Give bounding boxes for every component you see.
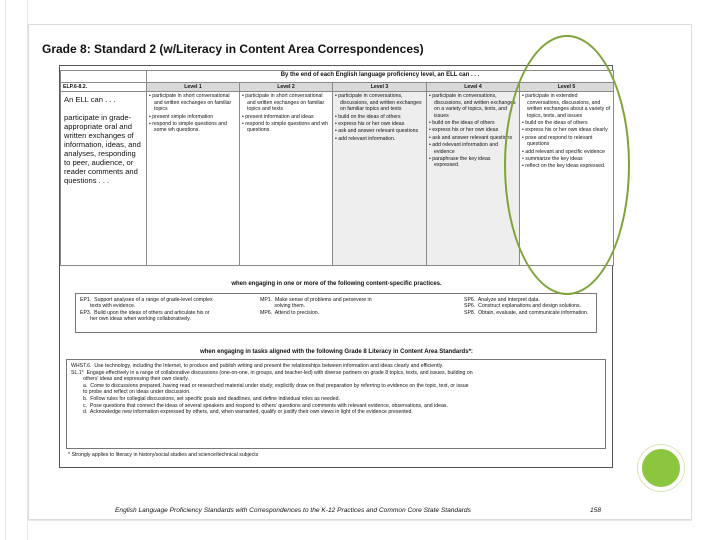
level-4-item: • participate in conversations, discussions, and written exchanges on a variety of topics, texts, and issues — [429, 93, 516, 119]
practices-box — [75, 293, 597, 333]
level-3-item: • ask and answer relevant questions — [335, 128, 419, 135]
standard-line: c. Pose questions that connect the ideas of several speakers and respond to others' questions and comments with relevant evidence, observations, and ideas. — [83, 402, 448, 409]
level-5-item: • participate in extended conversations, discussions, and written exchanges about a variety of topics, texts, and issues — [522, 93, 611, 119]
level-4-item: • add relevant information and evidence — [429, 142, 499, 155]
title-standard: Standard 2 (w/Literacy in Content Area Correspondences) — [94, 42, 424, 56]
footer-text: English Language Proficiency Standards with Correspondences to the K-12 Practices and Common Core State Standards — [115, 507, 471, 514]
practice-line: EP3. Build upon the ideas of others and articulate his or — [80, 309, 210, 316]
practice-line: solving them. — [260, 303, 305, 310]
level-header-3: Level 3 — [333, 83, 427, 92]
title-grade: Grade 8: — [42, 42, 91, 56]
can-description: An ELL can . . . participate in grade-appropriate oral and written exchanges of information, ideas, and analyses, responding to peer, audience, or reader comments and questions . . . — [61, 92, 147, 266]
practice-line: SP6. Analyze and interpret data. — [464, 297, 540, 303]
level-3-item: • express his or her own ideas — [335, 121, 405, 128]
level-4-item: • express his or her own ideas — [429, 127, 499, 134]
document-title — [42, 42, 424, 56]
level-header-4: Level 4 — [427, 83, 520, 92]
level-3-cell — [333, 92, 427, 266]
level-5-item: • reflect on the key ideas expressed. — [522, 163, 606, 170]
level-1-cell — [147, 92, 240, 266]
literacy-standards-box — [66, 359, 606, 449]
standard-line: others' ideas and expressing their own clearly. — [83, 376, 189, 383]
level-header-1: Level 1 — [147, 83, 240, 92]
level-2-item: • present information and ideas — [242, 113, 314, 120]
level-1-item: • respond to simple questions and some wh questions. — [149, 121, 227, 134]
practices-column-sp — [464, 297, 594, 316]
standard-line: SL.1* Engage effectively in a range of collaborative discussions (one-on-one, in groups, and teacher-led) with diverse partners on grade 8 topics, texts, and issues, building on — [71, 369, 473, 376]
practices-heading: when engaging in one or more of the following content-specific practices. — [231, 281, 442, 287]
level-1-item: • participate in short conversational and written exchanges on familiar topics — [149, 93, 232, 113]
level-1-item: • present simple information — [149, 113, 214, 120]
standard-line: d. Acknowledge new information expressed by others, and, when warranted, qualify or justify their own views in light of the evidence presented. — [83, 409, 413, 416]
level-5-item: • add relevant and specific evidence — [522, 148, 605, 155]
level-2-cell — [240, 92, 333, 266]
practice-line: MP1. Make sense of problems and persevere in — [260, 297, 372, 303]
practice-line: SP8. Obtain, evaluate, and communicate information. — [464, 309, 589, 316]
slide-frame-left — [5, 0, 28, 540]
slide-frame-bottom — [28, 520, 692, 540]
level-3-item: • build on the ideas of others — [335, 113, 401, 120]
level-3-item: • add relevant information. — [335, 135, 396, 142]
level-5-item: • pose and respond to relevant questions — [522, 134, 593, 148]
level-5-item: • build on the ideas of others — [522, 120, 588, 127]
practices-column-ep — [80, 297, 256, 323]
standards-heading: when engaging in tasks aligned with the following Grade 8 Literacy in Content Area Standards*: — [200, 349, 473, 355]
standard-line: WHST.6. Use technology, including the Internet, to produce and publish writing and present the relationships between information and ideas clearly and efficiently. — [71, 363, 444, 369]
page-number: 158 — [590, 507, 602, 514]
standard-line: a. Come to discussions prepared, having read or researched material under study; explicitly draw on that preparation by referring to evidence on the topic, text, or issue — [83, 382, 469, 389]
level-5-item: • summarize the key ideas — [522, 156, 583, 163]
level-header-5: Level 5 — [520, 83, 614, 92]
practice-line: EP1. Support analyses of a range of grade-level complex — [80, 297, 213, 303]
practice-line: MP6. Attend to precision. — [260, 309, 320, 316]
level-5-item: • express his or her own ideas clearly — [522, 127, 608, 134]
practices-column-mp — [260, 297, 460, 316]
practice-line: texts with evidence. — [80, 303, 136, 310]
practice-line: SP6. Construct explanations and design solutions. — [464, 303, 582, 310]
level-3-item: • participate in conversations, discussions, and written exchanges on familiar topics and texts — [335, 93, 422, 113]
elp-code: ELP.6-8.2. — [61, 83, 147, 92]
level-5-highlight-oval — [504, 35, 630, 295]
standard-line: b. Follow rules for collegial discussions, set specific goals and deadlines, and define individual roles as needed. — [83, 395, 340, 402]
level-2-item: • respond to simple questions and wh questions. — [242, 121, 329, 134]
level-4-item: • build on the ideas of others — [429, 120, 495, 127]
level-4-item: • ask and answer relevant questions — [429, 134, 513, 141]
footnote: * Strongly applies to literacy in history/social studies and science/technical subjects — [68, 452, 259, 458]
level-header-2: Level 2 — [240, 83, 333, 92]
level-2-item: • participate in short conversational and written exchanges on familiar topics and texts — [242, 93, 325, 113]
green-circle-decoration — [638, 445, 684, 491]
standard-line: to probe and reflect on ideas under discussion. — [83, 389, 191, 396]
practice-line: her own ideas when working collaboratively. — [80, 316, 191, 323]
by-end-heading: By the end of each English language proficiency level, an ELL can . . . — [147, 71, 614, 83]
level-4-item: • paraphrase the key ideas expressed. — [429, 156, 491, 169]
